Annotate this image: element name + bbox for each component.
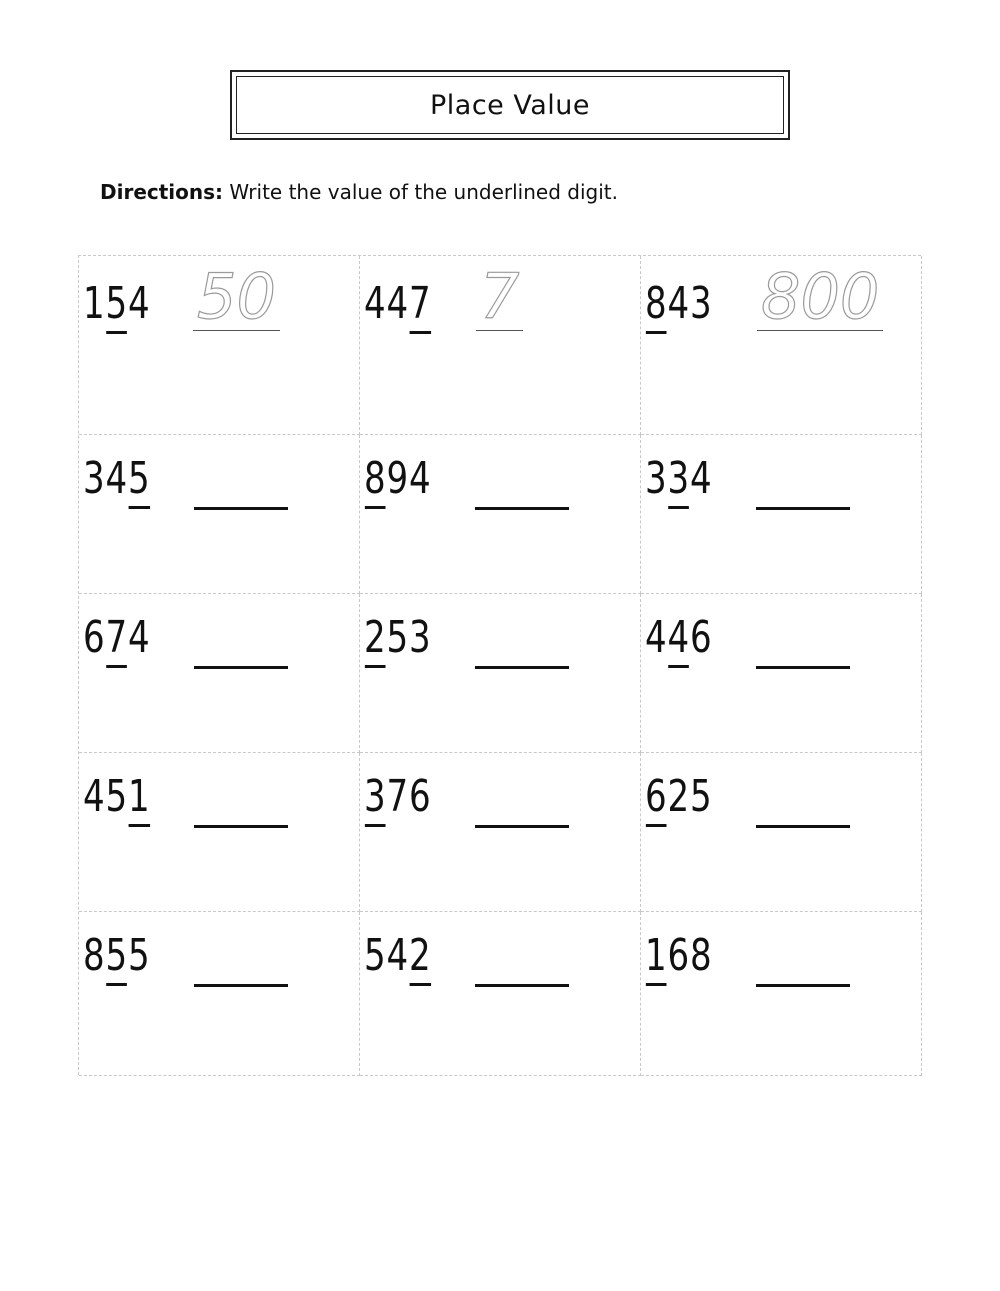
underlined-digit: 1 [645,930,668,981]
underlined-digit: 1 [128,771,151,822]
underlined-digit: 7 [409,278,432,329]
underlined-digit: 8 [645,278,668,329]
problem-number [364,453,432,504]
digit: 3 [645,453,668,504]
problem-number [83,278,151,329]
problem-number [364,771,432,822]
digit: 3 [409,612,432,663]
answer-blank[interactable] [475,666,569,669]
digit: 6 [83,612,106,663]
answer-blank[interactable] [475,984,569,987]
problem-number [83,771,151,822]
problem-cell [360,435,641,594]
underlined-digit: 2 [409,930,432,981]
digit: 2 [667,771,691,822]
digit: 9 [386,453,410,504]
underlined-digit: 6 [645,771,668,822]
underlined-digit: 8 [364,453,387,504]
problem-number [364,930,432,981]
digit: 4 [690,453,713,504]
answer-blank[interactable] [194,666,288,669]
underlined-digit: 5 [105,930,129,981]
digit: 4 [83,771,106,822]
example-answer: 50 [193,266,280,331]
problem-cell [79,753,360,912]
digit: 4 [667,278,691,329]
digit: 4 [386,930,410,981]
answer-blank[interactable] [194,507,288,510]
underlined-digit: 7 [105,612,129,663]
digit: 3 [690,278,713,329]
problem-cell [641,753,922,912]
problem-cell [360,256,641,435]
digit: 4 [128,278,151,329]
page-title: Place Value [236,76,784,134]
underlined-digit: 2 [364,612,387,663]
digit: 4 [386,278,410,329]
problem-number [83,930,151,981]
digit: 5 [105,771,129,822]
problem-number [645,612,713,663]
digit: 8 [690,930,713,981]
example-answer: 7 [476,266,523,331]
problem-number [645,930,713,981]
digit: 7 [386,771,410,822]
problem-number [364,278,432,329]
title-box [230,70,790,140]
digit: 5 [690,771,713,822]
digit: 4 [105,453,129,504]
digit: 5 [386,612,410,663]
directions [100,180,618,204]
digit: 3 [83,453,106,504]
answer-blank[interactable] [756,984,850,987]
directions-label: Directions: [100,180,224,204]
problem-number [83,612,151,663]
digit: 4 [645,612,668,663]
answer-blank[interactable] [475,825,569,828]
example-answer: 800 [757,266,883,331]
problem-number [645,278,713,329]
digit: 6 [409,771,432,822]
digit: 4 [128,612,151,663]
problem-cell [641,594,922,753]
problem-cell [79,594,360,753]
problem-grid [78,255,921,1075]
problem-number [364,612,432,663]
problem-cell [79,256,360,435]
answer-blank[interactable] [756,825,850,828]
problem-cell [641,435,922,594]
underlined-digit: 3 [364,771,387,822]
digit: 6 [690,612,713,663]
answer-blank[interactable] [194,825,288,828]
problem-number [645,771,713,822]
problem-cell [79,435,360,594]
answer-blank[interactable] [194,984,288,987]
answer-blank[interactable] [756,507,850,510]
underlined-digit: 4 [667,612,691,663]
underlined-digit: 3 [667,453,691,504]
problem-cell [360,594,641,753]
digit: 5 [364,930,387,981]
digit: 4 [409,453,432,504]
digit: 6 [667,930,691,981]
problem-cell [360,753,641,912]
problem-number [83,453,151,504]
digit: 4 [364,278,387,329]
answer-blank[interactable] [475,507,569,510]
digit: 5 [128,930,151,981]
problem-cell [641,912,922,1076]
problem-number [645,453,713,504]
answer-blank[interactable] [756,666,850,669]
problem-cell [641,256,922,435]
underlined-digit: 5 [128,453,151,504]
digit: 8 [83,930,106,981]
problem-cell [360,912,641,1076]
directions-text: Write the value of the underlined digit. [229,180,618,204]
underlined-digit: 5 [105,278,129,329]
digit: 1 [83,278,106,329]
problem-cell [79,912,360,1076]
